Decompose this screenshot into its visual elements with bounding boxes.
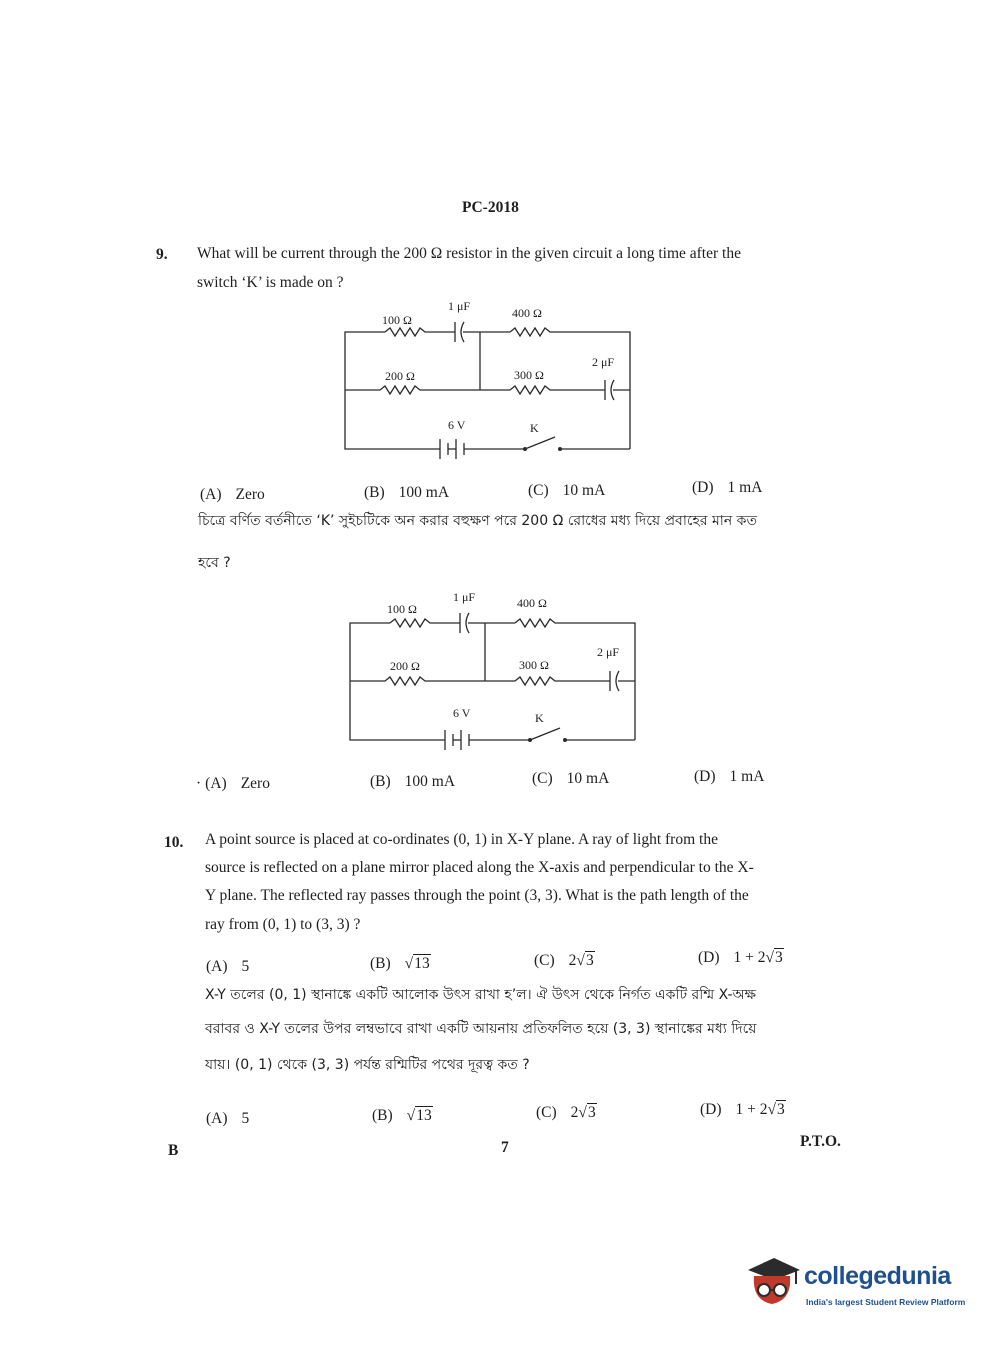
q10-repeat-option-a: (A) 5 <box>206 1110 250 1127</box>
question-10-text-line-3: Y plane. The reflected ray passes through the point (3, 3). What is the path length of the <box>205 887 749 904</box>
q10-option-b: (B) √13 <box>370 955 430 972</box>
label-switch-k: K <box>530 421 539 435</box>
question-10-text-line-1: A point source is placed at co-ordinates (0, 1) in X-Y plane. A ray of light from the <box>205 831 718 848</box>
q9-option-b: (B) 100 mA <box>364 484 450 501</box>
circuit-diagram-repeat <box>335 583 655 758</box>
paper-code: PC-2018 <box>462 199 519 216</box>
q9-repeat-option-d: (D) 1 mA <box>694 768 765 785</box>
question-10-text-line-4: ray from (0, 1) to (3, 3) ? <box>205 916 361 933</box>
q9-option-d: (D) 1 mA <box>692 479 763 496</box>
label-1uf: 1 μF <box>448 299 471 313</box>
label-2uf: 2 μF <box>592 355 615 369</box>
question-10-text-line-2: source is reflected on a plane mirror placed along the X-axis and perpendicular to the X- <box>205 859 754 876</box>
question-9-number: 9. <box>156 246 168 263</box>
label-300-ohm: 300 Ω <box>519 658 549 672</box>
question-10-number: 10. <box>164 834 184 851</box>
q9-option-a: (A) Zero <box>200 486 265 503</box>
q10-bengali-line-2: বরাবর ও X-Y তলের উপর লম্বভাবে রাখা একটি আয়নায় প্রতিফলিত হয়ে (3, 3) স্থানাঙ্কের মধ্য দিয়ে <box>205 1021 757 1037</box>
q9-bengali-line-1: চিত্রে বর্ণিত বর্তনীতে ‘K’ সুইচটিকে অন করার বহুক্ষণ পরে 200 Ω রোধের মধ্য দিয়ে প্রবাহের মান কত <box>198 513 757 529</box>
circuit-diagram <box>330 292 650 467</box>
q10-option-c: (C) 2√3 <box>534 952 594 969</box>
label-1uf: 1 μF <box>453 590 476 604</box>
brand-name: collegedunia <box>804 1262 951 1290</box>
label-100-ohm: 100 Ω <box>387 602 417 616</box>
q10-option-d: (D) 1 + 2√3 <box>698 949 783 966</box>
label-400-ohm: 400 Ω <box>512 306 542 320</box>
label-6v: 6 V <box>453 706 471 720</box>
brand-tagline: India's largest Student Review Platform <box>806 1297 966 1307</box>
label-switch-k: K <box>535 711 544 725</box>
label-300-ohm: 300 Ω <box>514 368 544 382</box>
footer-page-number: 7 <box>501 1139 509 1156</box>
q9-repeat-option-b: (B) 100 mA <box>370 773 456 790</box>
label-200-ohm: 200 Ω <box>390 659 420 673</box>
q10-option-a: (A) 5 <box>206 958 250 975</box>
label-6v: 6 V <box>448 418 466 432</box>
question-9-text-line-1: What will be current through the 200 Ω resistor in the given circuit a long time after the <box>197 245 741 262</box>
q10-repeat-option-d: (D) 1 + 2√3 <box>700 1101 785 1118</box>
collegedunia-watermark <box>744 1252 974 1322</box>
q10-repeat-option-b: (B) √13 <box>372 1107 432 1124</box>
footer-pto: P.T.O. <box>800 1133 841 1150</box>
q9-repeat-option-a: · (A) Zero <box>196 775 270 792</box>
q10-repeat-option-c: (C) 2√3 <box>536 1104 596 1121</box>
label-400-ohm: 400 Ω <box>517 596 547 610</box>
label-100-ohm: 100 Ω <box>382 313 412 327</box>
footer-set-letter: B <box>168 1142 179 1159</box>
label-200-ohm: 200 Ω <box>385 369 415 383</box>
q9-repeat-option-c: (C) 10 mA <box>532 770 610 787</box>
q10-bengali-line-3: যায়। (0, 1) থেকে (3, 3) পর্যন্ত রশ্মিটির পথের দূরত্ব কত ? <box>205 1057 530 1073</box>
graduate-mascot-icon <box>744 1252 802 1314</box>
label-2uf: 2 μF <box>597 645 620 659</box>
q10-bengali-line-1: X-Y তলের (0, 1) স্থানাঙ্কে একটি আলোক উৎস রাখা হ’ল। ঐ উৎস থেকে নির্গত একটি রশ্মি X-অক্ষ <box>205 987 757 1003</box>
q9-option-c: (C) 10 mA <box>528 482 606 499</box>
q9-bengali-line-2: হবে ? <box>198 555 231 571</box>
question-9-text-line-2: switch ‘K’ is made on ? <box>197 274 344 291</box>
